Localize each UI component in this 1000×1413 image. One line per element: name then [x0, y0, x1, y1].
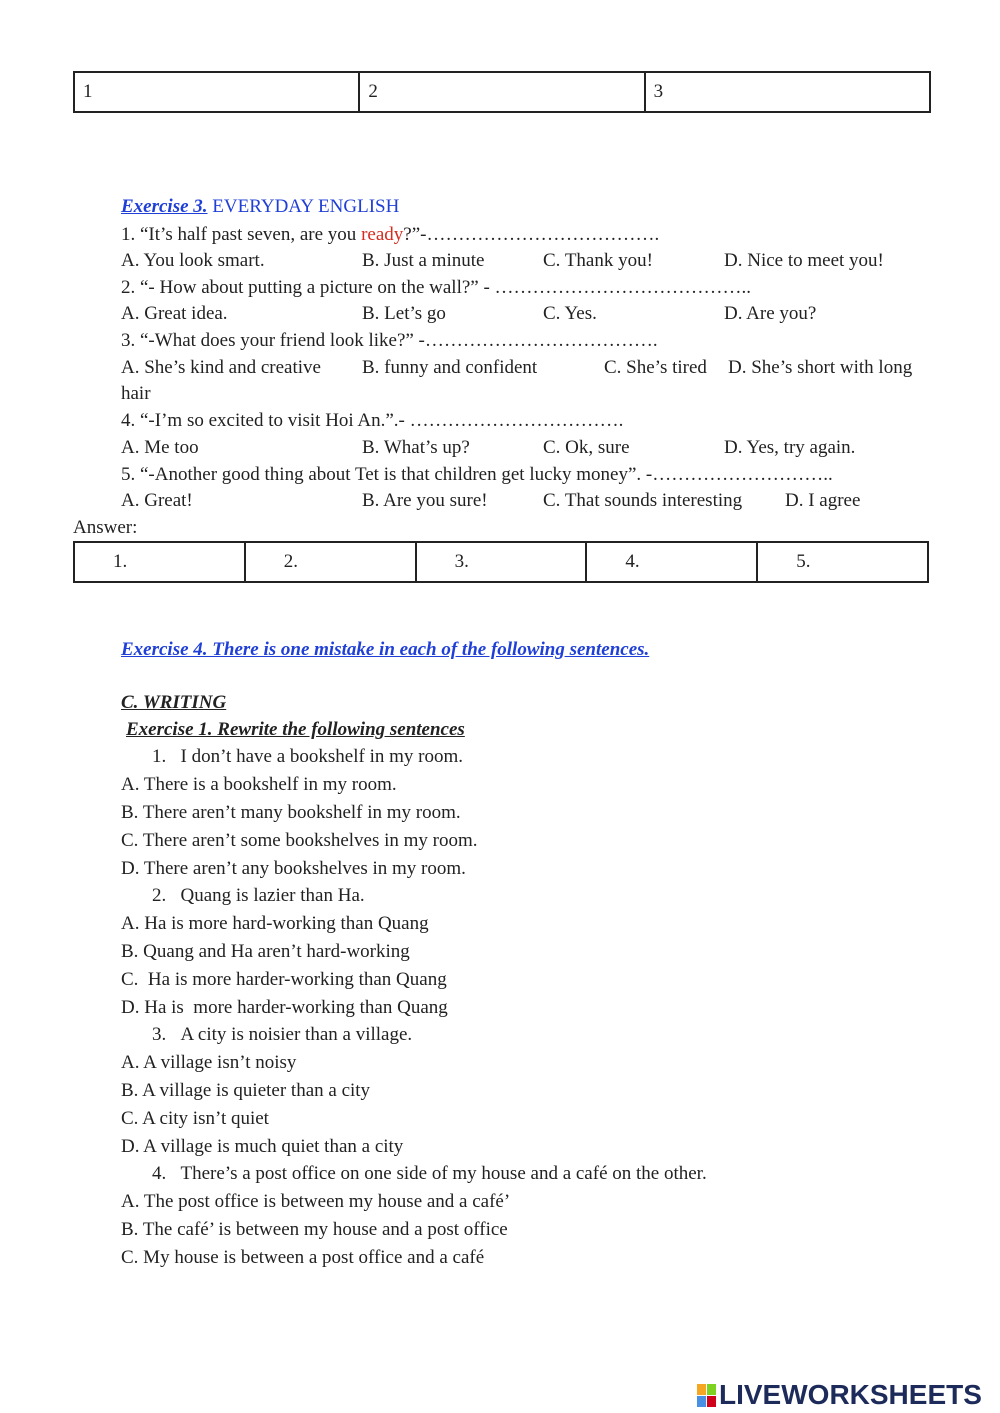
ex3-q2-option-d[interactable]: D. Are you? — [724, 303, 817, 324]
top-table-cell-1[interactable]: 1 — [74, 72, 359, 112]
writing-item-4-option-c[interactable]: C. My house is between a post office and a café — [121, 1247, 485, 1268]
answer-cell-2[interactable]: 2. — [245, 542, 416, 582]
writing-item-1-option-a[interactable]: A. There is a bookshelf in my room. — [121, 774, 397, 795]
top-table-cell-2[interactable]: 2 — [359, 72, 644, 112]
writing-item-4-option-b[interactable]: B. The café’ is between my house and a post office — [121, 1219, 508, 1240]
ex3-q1-option-a[interactable]: A. You look smart. — [121, 250, 265, 271]
ex3-q3-option-a[interactable]: A. She’s kind and creative — [121, 357, 321, 378]
writing-item-1-num: 1. — [152, 746, 167, 767]
logo-square-3 — [697, 1396, 706, 1407]
ex3-q5-option-c[interactable]: C. That sounds interesting — [543, 490, 743, 511]
writing-item-2-option-b[interactable]: B. Quang and Ha aren’t hard-working — [121, 941, 410, 962]
answer-cell-1[interactable]: 1. — [74, 542, 245, 582]
writing-item-3-option-b[interactable]: B. A village is quieter than a city — [121, 1080, 371, 1101]
ex3-q5-option-b[interactable]: B. Are you sure! — [362, 490, 488, 511]
writing-item-3-option-c[interactable]: C. A city isn’t quiet — [121, 1108, 269, 1129]
exercise3-heading — [121, 196, 399, 219]
writing-item-1-option-d[interactable]: D. There aren’t any bookshelves in my room. — [121, 858, 466, 879]
logo-square-1 — [697, 1384, 706, 1395]
ex3-q4-option-b[interactable]: B. What’s up? — [362, 437, 470, 458]
writing-item-1-text: I don’t have a bookshelf in my room. — [180, 746, 463, 767]
writing-item-3-option-a[interactable]: A. A village isn’t noisy — [121, 1052, 297, 1073]
writing-item-2-option-d[interactable]: D. Ha is more harder-working than Quang — [121, 997, 448, 1018]
writing-item-1-option-c[interactable]: C. There aren’t some bookshelves in my room. — [121, 830, 478, 851]
ex3-q2-option-c[interactable]: C. Yes. — [543, 303, 597, 324]
ex3-q1-option-c[interactable]: C. Thank you! — [543, 250, 653, 271]
ex3-q3-option-c[interactable]: C. She’s tired — [604, 357, 707, 378]
exercise3-label: Exercise 3. — [121, 196, 208, 217]
ex3-q3-option-d-wrap: hair — [121, 383, 151, 404]
writing-item-4 — [152, 1163, 707, 1186]
liveworksheets-logo[interactable] — [697, 1377, 982, 1413]
exercise4-title: Exercise 4. There is one mistake in each of the following sentences. — [121, 639, 650, 660]
writing-item-2-num: 2. — [152, 885, 167, 906]
writing-item-3 — [152, 1024, 412, 1047]
ex3-q4-option-c[interactable]: C. Ok, sure — [543, 437, 630, 458]
ex3-question-2: 2. “- How about putting a picture on the wall?” - ………………………………….. — [121, 277, 752, 298]
writing-item-2-option-a[interactable]: A. Ha is more hard-working than Quang — [121, 913, 429, 934]
ex3-q1-highlight: ready — [361, 224, 404, 245]
ex3-q1-option-d[interactable]: D. Nice to meet you! — [724, 250, 884, 271]
writing-item-2 — [152, 885, 365, 908]
ex3-q3-option-b[interactable]: B. funny and confident — [362, 357, 538, 378]
writing-item-2-option-c[interactable]: C. Ha is more harder-working than Quang — [121, 969, 447, 990]
ex3-q4-option-a[interactable]: A. Me too — [121, 437, 199, 458]
writing-item-1 — [152, 746, 463, 769]
answer-cell-5[interactable]: 5. — [757, 542, 928, 582]
answer-cell-4[interactable]: 4. — [586, 542, 757, 582]
ex3-q5-option-d[interactable]: D. I agree — [785, 490, 861, 511]
writing-ex1-title: Exercise 1. Rewrite the following sentences — [126, 719, 465, 740]
ex3-q1-option-b[interactable]: B. Just a minute — [362, 250, 485, 271]
liveworksheets-logo-text: LIVEWORKSHEETS — [719, 1379, 982, 1410]
writing-item-4-num: 4. — [152, 1163, 167, 1184]
writing-item-3-option-d[interactable]: D. A village is much quiet than a city — [121, 1136, 404, 1157]
writing-item-3-text: A city is noisier than a village. — [180, 1024, 413, 1045]
ex3-question-1 — [121, 224, 659, 247]
ex3-question-4: 4. “-I’m so excited to visit Hoi An.”.- ……………………………. — [121, 410, 624, 431]
ex3-q1-text-before: 1. “It’s half past seven, are you — [121, 224, 362, 245]
writing-section-title: C. WRITING — [121, 692, 227, 713]
logo-square-2 — [707, 1384, 716, 1395]
ex3-q2-option-b[interactable]: B. Let’s go — [362, 303, 446, 324]
ex3-q2-option-a[interactable]: A. Great idea. — [121, 303, 228, 324]
liveworksheets-logo-icon — [697, 1384, 716, 1407]
writing-item-3-num: 3. — [152, 1024, 167, 1045]
top-table — [73, 71, 931, 113]
ex3-q5-option-a[interactable]: A. Great! — [121, 490, 193, 511]
ex3-q3-option-d[interactable]: D. She’s short with long — [728, 357, 913, 378]
answer-label: Answer: — [73, 517, 138, 538]
writing-item-1-option-b[interactable]: B. There aren’t many bookshelf in my room. — [121, 802, 461, 823]
answer-table — [73, 541, 929, 583]
writing-item-4-option-a[interactable]: A. The post office is between my house and a café’ — [121, 1191, 511, 1212]
top-table-cell-3[interactable]: 3 — [645, 72, 930, 112]
ex3-q4-option-d[interactable]: D. Yes, try again. — [724, 437, 856, 458]
answer-cell-3[interactable]: 3. — [416, 542, 587, 582]
ex3-question-3: 3. “-What does your friend look like?” -………………………………. — [121, 330, 658, 351]
exercise3-title: EVERYDAY ENGLISH — [212, 196, 400, 217]
writing-item-4-text: There’s a post office on one side of my house and a café on the other. — [180, 1163, 707, 1184]
ex3-q1-text-after: ?”-………………………………. — [403, 224, 660, 245]
ex3-question-5: 5. “-Another good thing about Tet is that children get lucky money”. -……………………….. — [121, 464, 833, 485]
writing-item-2-text: Quang is lazier than Ha. — [180, 885, 365, 906]
logo-square-4 — [707, 1396, 716, 1407]
